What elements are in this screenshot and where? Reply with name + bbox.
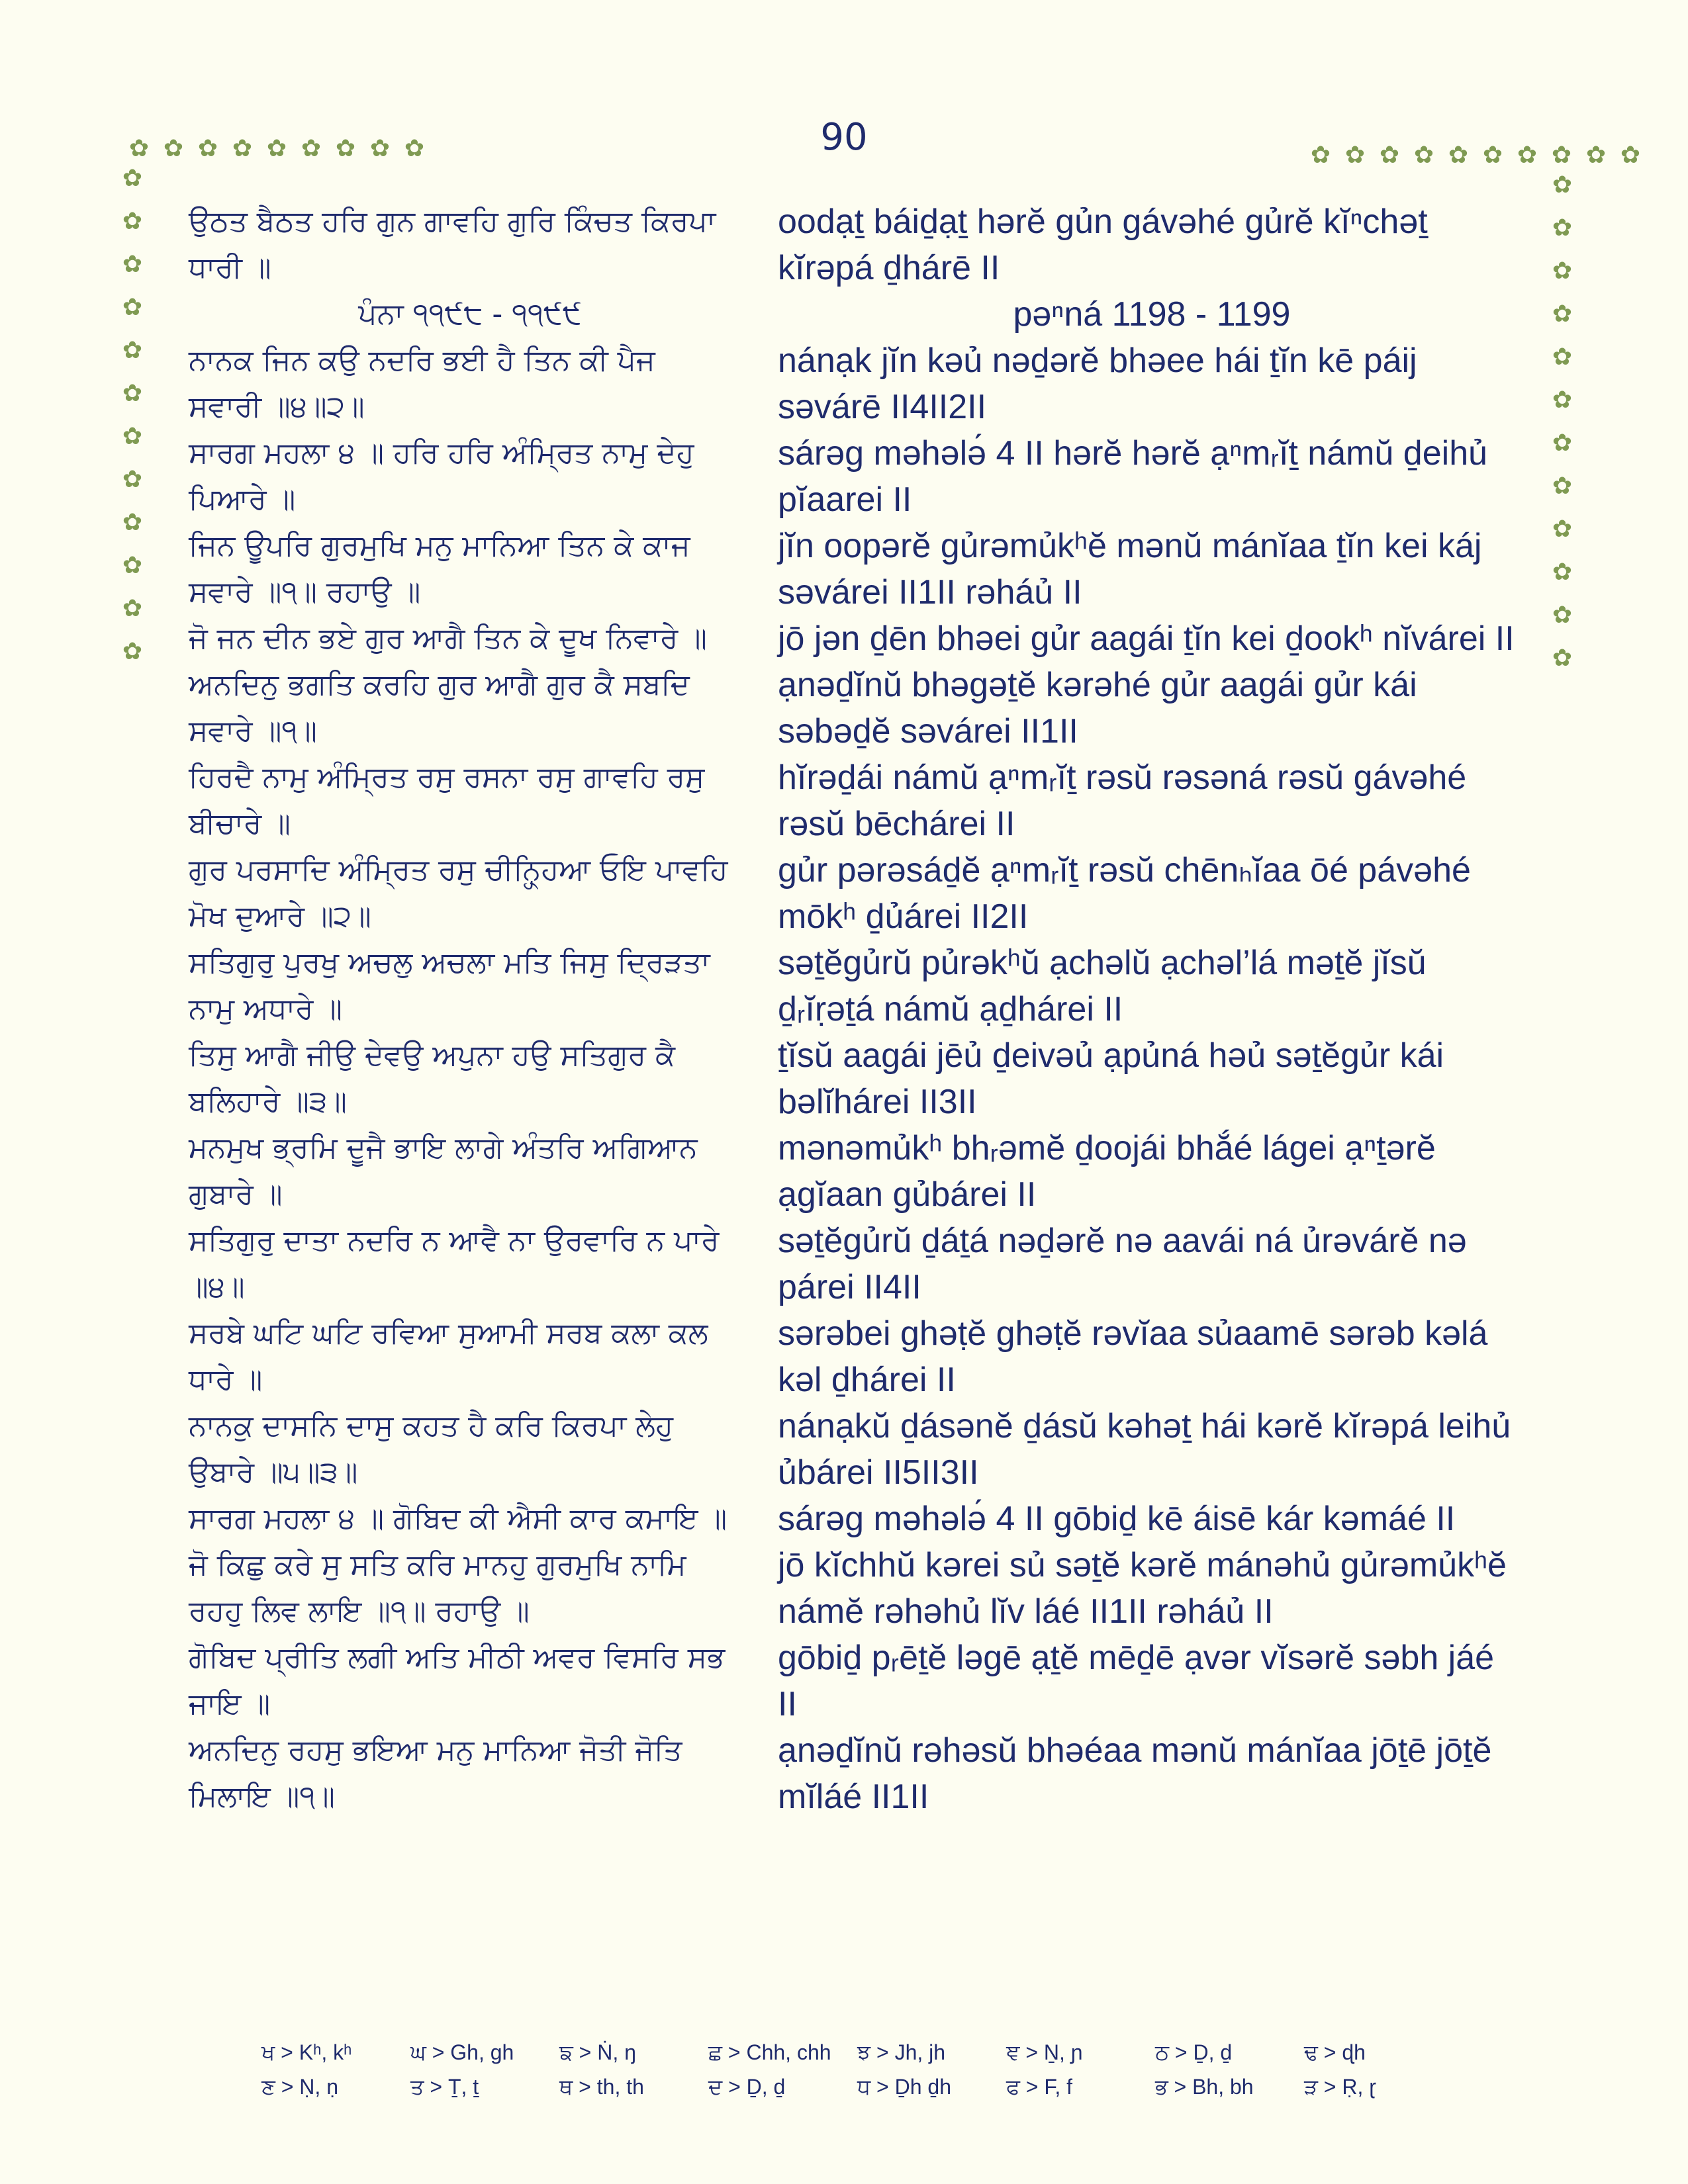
verse-row xyxy=(189,847,1526,940)
flower-icon: ✿ xyxy=(369,135,391,162)
flower-icon: ✿ xyxy=(122,380,143,407)
transliteration-text: nánạkŭ ḏásənĕ ḏásŭ kəhəṯ hái kərĕ kĭrəpá leihủ ủbárei II5II3II xyxy=(778,1407,1511,1492)
gurmukhi-text: ਉਠਤ ਬੈਠਤ ਹਰਿ ਗੁਨ ਗਾਵਹਿ ਗੁਰਿ ਕਿੰਚਤ ਕਿਰਪਾ ਧਾਰੀ ॥ xyxy=(189,205,716,285)
transliteration-text: ạnəḏĭnŭ rəhəsŭ bhəéaa mənŭ mánĭaa jōṯē jōṯĕ mĭláé II1II xyxy=(778,1731,1492,1816)
transliteration-text: səṯĕgủrŭ pủrəkʰŭ ạchəlŭ ạchəl’lá məṯĕ jĭsŭ ḏᵣĭṛəṯá námŭ ạḏhárei II xyxy=(778,944,1427,1028)
flower-icon: ✿ xyxy=(122,595,143,622)
flower-icon: ✿ xyxy=(128,135,150,162)
transliteration-text: jō jən ḏēn bhəei gủr aagái ṯĭn kei ḏookʰ nĭvárei II xyxy=(778,619,1515,658)
legend-item: ਧ > Ḏh ḏh xyxy=(857,2075,952,2099)
verse-row xyxy=(189,615,1526,662)
flower-icon: ✿ xyxy=(122,466,143,493)
flower-icon: ✿ xyxy=(1552,516,1573,543)
flower-icon: ✿ xyxy=(266,135,287,162)
flower-icon: ✿ xyxy=(122,337,143,364)
gurmukhi-text: ਸਤਿਗੁਰੁ ਪੁਰਖੁ ਅਚਲੁ ਅਚਲਾ ਮਤਿ ਜਿਸੁ ਦ੍ਰਿੜਤਾ ਨਾਮੁ ਅਧਾਰੇ ॥ xyxy=(189,946,710,1026)
flower-icon: ✿ xyxy=(1552,257,1573,285)
flower-icon: ✿ xyxy=(122,294,143,321)
gurmukhi-text: ਸਤਿਗੁਰੁ ਦਾਤਾ ਨਦਰਿ ਨ ਆਵੈ ਨਾ ਉਰਵਾਰਿ ਨ ਪਾਰੇ ॥੪॥ xyxy=(189,1224,720,1304)
verse-row xyxy=(189,662,1526,754)
verse-row xyxy=(189,338,1526,430)
verse-row xyxy=(189,1496,1526,1542)
gurmukhi-text: ਅਨਦਿਨੁ ਭਗਤਿ ਕਰਹਿ ਗੁਰ ਆਗੈ ਗੁਰ ਕੈ ਸਬਦਿ ਸਵਾਰੇ ॥੧॥ xyxy=(189,668,690,748)
legend-item: ਭ > Bh, bh xyxy=(1155,2075,1254,2099)
flower-icon: ✿ xyxy=(122,165,143,192)
gurmukhi-text: ਹਿਰਦੈ ਨਾਮੁ ਅੰਮ੍ਰਿਤ ਰਸੁ ਰਸਨਾ ਰਸੁ ਗਾਵਹਿ ਰਸੁ ਬੀਚਾਰੇ ॥ xyxy=(189,760,705,841)
flower-icon: ✿ xyxy=(1517,142,1538,169)
page-number: 90 xyxy=(820,116,868,159)
transliteration-text: səṯĕgủrŭ ḏáṯá nəḏərĕ nə aavái ná ủrəvárĕ nə párei II4II xyxy=(778,1222,1467,1306)
gurmukhi-text: ਜੋ ਜਨ ਦੀਨ ਭਏ ਗੁਰ ਆਗੈ ਤਿਨ ਕੇ ਦੂਖ ਨਿਵਾਰੇ ॥ xyxy=(189,621,707,655)
flower-icon: ✿ xyxy=(1552,430,1573,457)
flower-icon: ✿ xyxy=(1585,142,1607,169)
flower-icon: ✿ xyxy=(1552,171,1573,199)
ornament-right-column xyxy=(1549,172,1575,672)
gurmukhi-text: ਸਾਰਗ ਮਹਲਾ ੪ ॥ ਗੋਬਿਦ ਕੀ ਐਸੀ ਕਾਰ ਕਮਾਇ ॥ xyxy=(189,1502,727,1535)
flower-icon: ✿ xyxy=(1552,343,1573,371)
verse-row xyxy=(189,1032,1526,1125)
gurmukhi-text: ਸਾਰਗ ਮਹਲਾ ੪ ॥ ਹਰਿ ਹਰਿ ਅੰਮ੍ਰਿਤ ਨਾਮੁ ਦੇਹੁ ਪਿਆਰੇ ॥ xyxy=(189,436,694,516)
flower-icon: ✿ xyxy=(122,423,143,450)
legend-item: ੜ > Ṛ, ɽ xyxy=(1304,2075,1376,2099)
flower-icon: ✿ xyxy=(122,552,143,579)
flower-icon: ✿ xyxy=(1552,473,1573,500)
legend-item: ਥ > th, th xyxy=(559,2075,644,2099)
legend-item: ਫ > F, f xyxy=(1006,2075,1073,2099)
transliteration-text: hĭrəḏái námŭ ạⁿmᵣĭṯ rəsŭ rəsəná rəsŭ gávəhé rəsŭ bēchárei II xyxy=(778,758,1467,843)
legend-item: ਝ > Jh, jh xyxy=(857,2040,946,2064)
legend-item: ਞ > Ṉ, ɲ xyxy=(1006,2040,1083,2064)
verse-row xyxy=(189,1310,1526,1403)
transliteration-text: ṯĭsŭ aagái jēủ ḏeivəủ ạpủná həủ səṯĕgủr kái bəlĭhárei II3II xyxy=(778,1036,1444,1121)
gurmukhi-text: ਨਾਨਕੁ ਦਾਸਨਿ ਦਾਸੁ ਕਹਤ ਹੈ ਕਰਿ ਕਿਰਪਾ ਲੇਹੁ ਉਬਾਰੇ ॥੫॥੩॥ xyxy=(189,1409,674,1489)
gurmukhi-text: ਨਾਨਕ ਜਿਨ ਕਉ ਨਦਰਿ ਭਈ ਹੈ ਤਿਨ ਕੀ ਪੈਜ ਸਵਾਰੀ ॥੪॥੨॥ xyxy=(189,343,655,424)
legend-row xyxy=(261,2035,1453,2070)
flower-icon: ✿ xyxy=(1552,602,1573,629)
flower-icon: ✿ xyxy=(1551,142,1572,169)
legend-item: ਛ > Chh, chh xyxy=(708,2040,831,2064)
flower-icon: ✿ xyxy=(1310,142,1331,169)
flower-icon: ✿ xyxy=(122,638,143,665)
verse-row xyxy=(189,199,1526,291)
verse-table xyxy=(189,199,1526,1820)
page-reference-row xyxy=(189,291,1526,338)
flower-icon: ✿ xyxy=(301,135,322,162)
transliteration-text: jĭn oopərĕ gủrəmủkʰĕ mənŭ mánĭaa ṯĭn kei káj səvárei II1II rəháủ II xyxy=(778,527,1482,612)
transliteration-text: nánạk jĭn kəủ nəḏərĕ bhəee hái ṯĭn kē páij səvárē II4II2II xyxy=(778,341,1417,426)
transliteration-text: pəⁿná 1198 - 1199 xyxy=(1013,295,1291,334)
legend-row xyxy=(261,2070,1453,2104)
transliteration-text: sárəg məhələ́ 4 II gōbiḏ kē áisē kár kəmáé II xyxy=(778,1500,1456,1538)
gurmukhi-text: ਤਿਸੁ ਆਗੈ ਜੀਉ ਦੇਵਉ ਅਪੁਨਾ ਹਉ ਸਤਿਗੁਰ ਕੈ ਬਲਿਹਾਰੇ ॥੩॥ xyxy=(189,1038,675,1118)
ornament-top-right xyxy=(1307,142,1644,169)
transliteration-text: sərəbei ghəṭĕ ghəṭĕ rəvĭaa sủaamē sərəb kəlá kəl ḏhárei II xyxy=(778,1314,1488,1399)
flower-icon: ✿ xyxy=(163,135,184,162)
transliteration-legend xyxy=(261,2035,1453,2104)
transliteration-text: gōbiḏ pᵣēṯĕ ləgē ạṯĕ mēḏē ạvər vĭsərĕ səbh jáé II xyxy=(778,1639,1495,1723)
transliteration-text: gủr pərəsáḏĕ ạⁿmᵣĭṯ rəsŭ chēnₕĭaa ōé pávəhé mōkʰ ḏủárei II2II xyxy=(778,851,1471,936)
flower-icon: ✿ xyxy=(1413,142,1434,169)
verse-row xyxy=(189,940,1526,1032)
transliteration-text: oodạṯ báiḏạṯ hərĕ gủn gávəhé gủrĕ kĭⁿchəṯ kĭrəpá ḏhárē II xyxy=(778,203,1428,287)
flower-icon: ✿ xyxy=(335,135,356,162)
verse-row xyxy=(189,1125,1526,1218)
flower-icon: ✿ xyxy=(232,135,253,162)
verse-row xyxy=(189,430,1526,523)
gurmukhi-text: ਸਰਬੇ ਘਟਿ ਘਟਿ ਰਵਿਆ ਸੁਆਮੀ ਸਰਬ ਕਲਾ ਕਲ ਧਾਰੇ ॥ xyxy=(189,1316,708,1396)
flower-icon: ✿ xyxy=(1552,645,1573,672)
legend-item: ਢ > ɖh xyxy=(1304,2040,1366,2064)
gurmukhi-text: ਮਨਮੁਖ ਭ੍ਰਮਿ ਦੂਜੈ ਭਾਇ ਲਾਗੇ ਅੰਤਰਿ ਅਗਿਆਨ ਗੁਬਾਰੇ ॥ xyxy=(189,1131,698,1211)
flower-icon: ✿ xyxy=(1482,142,1503,169)
flower-icon: ✿ xyxy=(1620,142,1641,169)
verse-row xyxy=(189,1542,1526,1635)
flower-icon: ✿ xyxy=(122,509,143,536)
flower-icon: ✿ xyxy=(122,251,143,278)
legend-item: ਘ > Gh, gh xyxy=(410,2040,514,2064)
gurmukhi-text: ਜੋ ਕਿਛੁ ਕਰੇ ਸੁ ਸਤਿ ਕਰਿ ਮਾਨਹੁ ਗੁਰਮੁਖਿ ਨਾਮਿ ਰਹਹੁ ਲਿਵ ਲਾਇ ॥੧॥ ਰਹਾਉ ॥ xyxy=(189,1548,686,1628)
verse-row xyxy=(189,1403,1526,1496)
legend-item: ਖ > Kʰ, kʰ xyxy=(261,2040,352,2064)
gurmukhi-text: ਗੋਬਿਦ ਪ੍ਰੀਤਿ ਲਗੀ ਅਤਿ ਮੀਠੀ ਅਵਰ ਵਿਸਰਿ ਸਭ ਜਾਇ ॥ xyxy=(189,1641,726,1721)
transliteration-text: jō kĭchhŭ kərei sủ səṯĕ kərĕ mánəhủ gủrəmủkʰĕ námĕ rəhəhủ lĭv láé II1II rəháủ II xyxy=(778,1546,1507,1631)
legend-item: ਦ > Ḏ, ḏ xyxy=(708,2075,786,2099)
legend-item: ਙ > Ṅ, ŋ xyxy=(559,2040,636,2064)
gurmukhi-text: ਗੁਰ ਪਰਸਾਦਿ ਅੰਮ੍ਰਿਤ ਰਸੁ ਚੀਨ੍ਹ੍ਹਿਆ ਓਇ ਪਾਵਹਿ ਮੋਖ ਦੁਆਰੇ ॥੨॥ xyxy=(189,853,728,933)
transliteration-text: sárəg məhələ́ 4 II hərĕ hərĕ ạⁿmᵣĭṯ námŭ ḏeihủ pĭaarei II xyxy=(778,434,1488,519)
verse-row xyxy=(189,1635,1526,1727)
legend-item: ਤ > Ṯ, ṯ xyxy=(410,2075,479,2099)
gurmukhi-text: ਅਨਦਿਨੁ ਰਹਸੁ ਭਇਆ ਮਨੁ ਮਾਨਿਆ ਜੋਤੀ ਜੋਤਿ ਮਿਲਾਇ ॥੧॥ xyxy=(189,1733,682,1813)
ornament-top-left xyxy=(126,136,428,162)
flower-icon: ✿ xyxy=(1552,214,1573,242)
flower-icon: ✿ xyxy=(1379,142,1400,169)
gurmukhi-text: ਪੰਨਾ ੧੧੯੮ - ੧੧੯੯ xyxy=(358,297,582,331)
transliteration-text: ạnəḏĭnŭ bhəgəṯĕ kərəhé gủr aagái gủr kái səbəḏĕ səvárei II1II xyxy=(778,666,1417,751)
ornament-left-column xyxy=(119,165,146,665)
gurmukhi-text: ਜਿਨ ਊਪਰਿ ਗੁਰਮੁਖਿ ਮਨੁ ਮਾਨਿਆ ਤਿਨ ਕੇ ਕਾਜ ਸਵਾਰੇ ॥੧॥ ਰਹਾਉ ॥ xyxy=(189,529,690,609)
legend-item: ਠ > Ḏ, ḏ xyxy=(1155,2040,1233,2064)
legend-item: ਣ > Ṇ, ṇ xyxy=(261,2075,338,2099)
flower-icon: ✿ xyxy=(197,135,218,162)
verse-row xyxy=(189,1218,1526,1310)
flower-icon: ✿ xyxy=(1448,142,1469,169)
flower-icon: ✿ xyxy=(1552,559,1573,586)
verse-row xyxy=(189,754,1526,847)
flower-icon: ✿ xyxy=(122,208,143,235)
verse-row xyxy=(189,523,1526,615)
flower-icon: ✿ xyxy=(1344,142,1366,169)
flower-icon: ✿ xyxy=(1552,300,1573,328)
flower-icon: ✿ xyxy=(404,135,425,162)
flower-icon: ✿ xyxy=(1552,387,1573,414)
transliteration-text: mənəmủkʰ bhᵣəmĕ ḏoojái bhắé lágei ạⁿṯərĕ ạgĭaan gủbárei II xyxy=(778,1129,1436,1214)
verse-row xyxy=(189,1727,1526,1820)
